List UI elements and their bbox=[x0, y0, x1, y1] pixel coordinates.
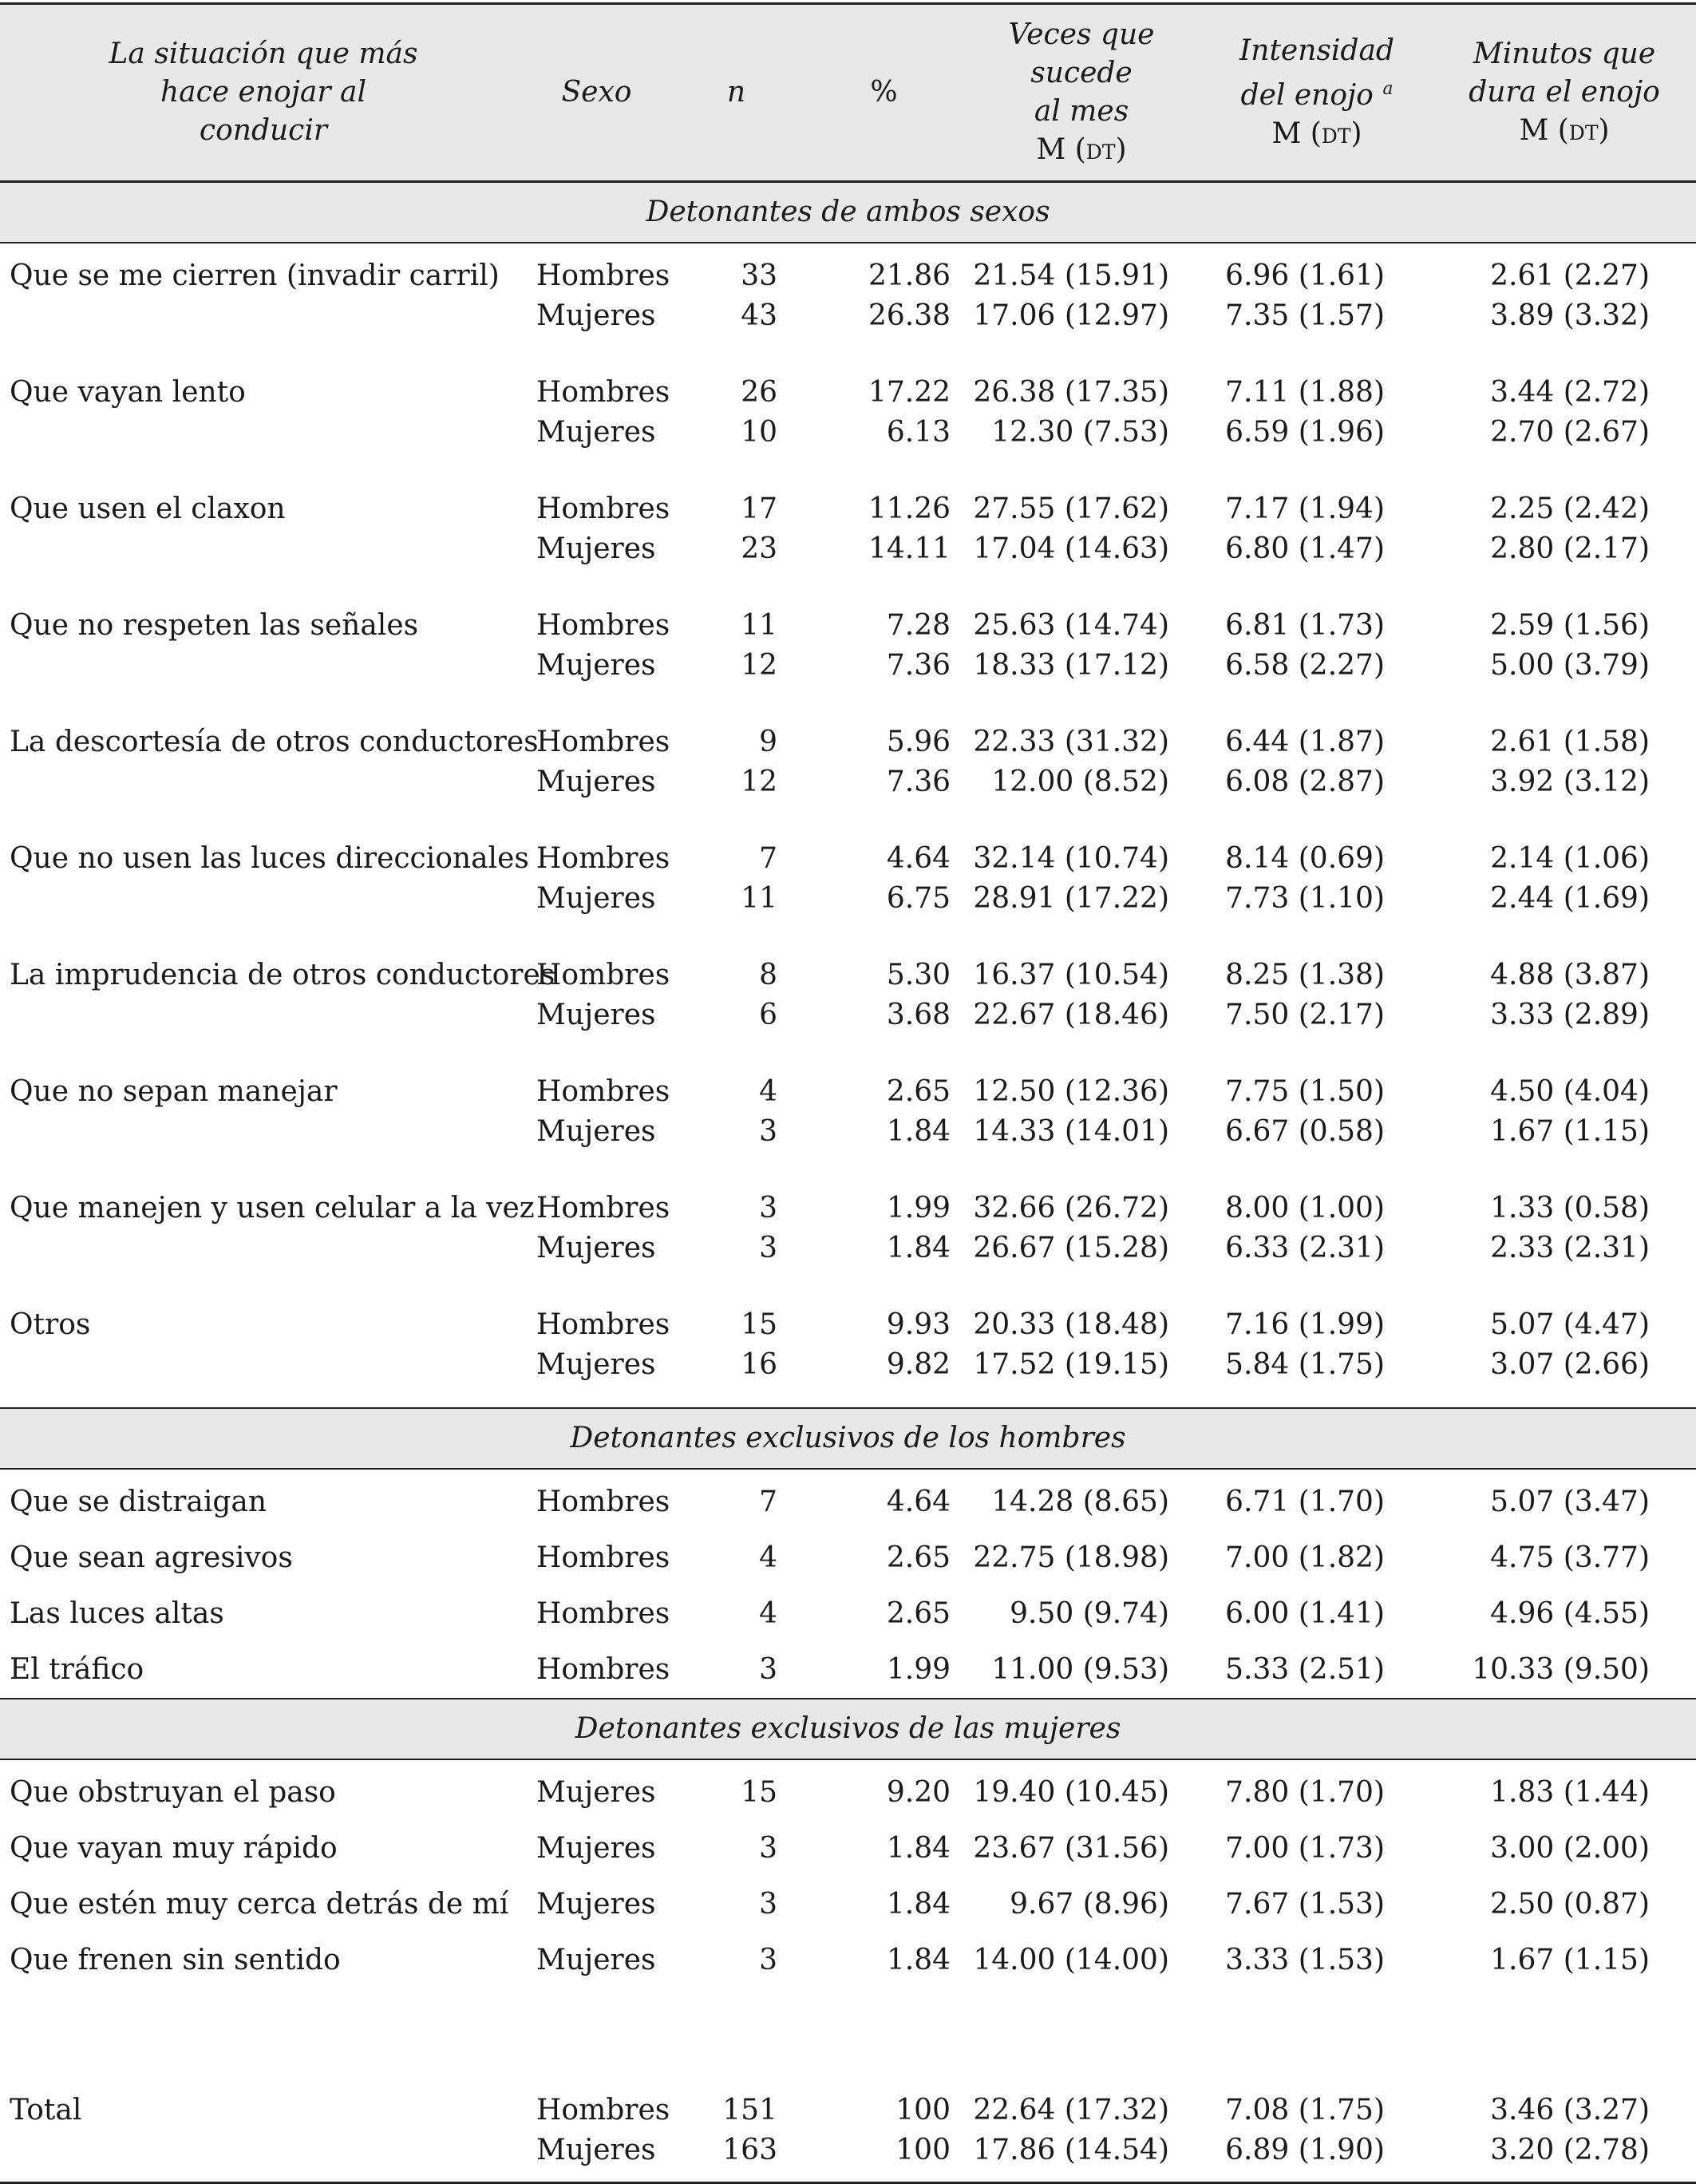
header-intensity-stat: M (dt) bbox=[1271, 117, 1362, 150]
cell-n: 4 bbox=[759, 1541, 777, 1574]
table-row bbox=[0, 358, 1696, 413]
cell-n: 3 bbox=[759, 1232, 777, 1264]
row-label: Que obstruyan el paso bbox=[10, 1776, 336, 1809]
header-times-stat: M (dt) bbox=[1036, 133, 1127, 166]
cell-n: 4 bbox=[759, 1075, 777, 1108]
cell-sex: Mujeres bbox=[536, 649, 656, 682]
cell-intensity: 8.25 (1.38) bbox=[1225, 959, 1385, 991]
cell-n: 3 bbox=[759, 1192, 777, 1225]
cell-times: 26.38 (17.35) bbox=[973, 376, 1169, 409]
cell-sex: Mujeres bbox=[536, 416, 656, 449]
row-label: Que estén muy cerca detrás de mí bbox=[10, 1888, 509, 1921]
table-row bbox=[0, 2076, 1696, 2131]
cell-n: 10 bbox=[741, 416, 777, 449]
table-row bbox=[0, 1759, 1696, 1821]
cell-n: 6 bbox=[759, 999, 777, 1031]
header-minutes-stat: M (dt) bbox=[1519, 114, 1610, 147]
cell-minutes: 3.89 (3.32) bbox=[1490, 299, 1650, 332]
header-minutes-line1: Minutos que bbox=[1473, 38, 1656, 70]
table-row bbox=[0, 1469, 1696, 1530]
cell-sex: Mujeres bbox=[536, 1776, 656, 1809]
table-row bbox=[0, 592, 1696, 646]
cell-n: 3 bbox=[759, 1944, 777, 1976]
row-label: Que no sepan manejar bbox=[10, 1075, 338, 1108]
row-label bbox=[0, 1345, 527, 1408]
row-label bbox=[0, 2131, 527, 2183]
cell-pct: 5.96 bbox=[886, 726, 951, 758]
cell-n: 3 bbox=[759, 1115, 777, 1148]
cell-intensity: 8.14 (0.69) bbox=[1225, 842, 1385, 875]
cell-minutes: 2.59 (1.56) bbox=[1490, 609, 1650, 642]
cell-pct: 3.68 bbox=[886, 999, 951, 1031]
header-intensity-footnote: a bbox=[1382, 79, 1394, 99]
cell-minutes: 3.07 (2.66) bbox=[1490, 1348, 1650, 1381]
cell-pct: 6.13 bbox=[886, 416, 951, 449]
row-label: Que frenen sin sentido bbox=[10, 1944, 341, 1976]
row-label: La descortesía de otros conductores bbox=[10, 726, 539, 758]
cell-minutes: 3.44 (2.72) bbox=[1490, 376, 1650, 409]
cell-times: 32.66 (26.72) bbox=[973, 1192, 1169, 1225]
cell-times: 17.86 (14.54) bbox=[962, 2131, 1201, 2183]
section-title: Detonantes exclusivos de los hombres bbox=[0, 1408, 1696, 1469]
row-label: Que usen el claxon bbox=[10, 493, 286, 525]
cell-n: 33 bbox=[741, 259, 777, 292]
row-label bbox=[0, 995, 527, 1058]
cell-pct: 5.30 bbox=[886, 959, 951, 991]
cell-intensity: 7.16 (1.99) bbox=[1225, 1308, 1385, 1341]
cell-pct: 9.93 bbox=[886, 1308, 951, 1341]
cell-n: 15 bbox=[741, 1776, 777, 1809]
cell-intensity: 6.89 (1.90) bbox=[1201, 2131, 1433, 2183]
header-times bbox=[962, 4, 1201, 182]
cell-pct: 7.36 bbox=[886, 649, 951, 682]
cell-sex: Hombres bbox=[536, 376, 670, 409]
row-label bbox=[0, 413, 527, 475]
cell-n: 11 bbox=[741, 609, 777, 642]
cell-n: 15 bbox=[741, 1308, 777, 1341]
cell-sex: Mujeres bbox=[536, 1348, 656, 1381]
cell-pct: 7.28 bbox=[886, 609, 951, 642]
cell-pct: 11.26 bbox=[868, 493, 951, 525]
section-header-row bbox=[0, 1699, 1696, 1759]
cell-minutes: 4.96 (4.55) bbox=[1490, 1597, 1650, 1630]
cell-intensity: 6.81 (1.73) bbox=[1225, 609, 1385, 642]
table-row bbox=[0, 2131, 1696, 2183]
cell-sex: Mujeres bbox=[536, 999, 656, 1031]
cell-minutes: 1.33 (0.58) bbox=[1490, 1192, 1650, 1225]
cell-times: 25.63 (14.74) bbox=[973, 609, 1169, 642]
cell-times: 27.55 (17.62) bbox=[973, 493, 1169, 525]
header-pct bbox=[806, 4, 962, 182]
cell-times: 22.75 (18.98) bbox=[973, 1541, 1169, 1574]
cell-pct: 9.82 bbox=[886, 1348, 951, 1381]
cell-minutes: 1.67 (1.15) bbox=[1490, 1944, 1650, 1976]
cell-sex: Mujeres bbox=[536, 1232, 656, 1264]
cell-minutes: 3.92 (3.12) bbox=[1490, 766, 1650, 798]
cell-n: 163 bbox=[666, 2131, 806, 2183]
header-times-line2: al mes bbox=[1034, 95, 1129, 128]
table-row bbox=[0, 1174, 1696, 1228]
cell-intensity: 7.75 (1.50) bbox=[1225, 1075, 1385, 1108]
table-row bbox=[0, 529, 1696, 592]
header-situation bbox=[0, 4, 527, 182]
table-row bbox=[0, 941, 1696, 995]
cell-times: 22.33 (31.32) bbox=[973, 726, 1169, 758]
cell-times: 17.06 (12.97) bbox=[973, 299, 1169, 332]
cell-intensity: 6.00 (1.41) bbox=[1225, 1597, 1385, 1630]
cell-n: 3 bbox=[759, 1888, 777, 1921]
cell-intensity: 6.67 (0.58) bbox=[1225, 1115, 1385, 1148]
row-label bbox=[0, 879, 527, 941]
cell-pct: 1.99 bbox=[886, 1192, 951, 1225]
cell-times: 22.64 (17.32) bbox=[973, 2094, 1169, 2127]
cell-minutes: 2.70 (2.67) bbox=[1490, 416, 1650, 449]
cell-n: 17 bbox=[741, 493, 777, 525]
cell-n: 11 bbox=[741, 882, 777, 915]
cell-sex: Hombres bbox=[536, 1597, 670, 1630]
cell-sex: Hombres bbox=[536, 493, 670, 525]
cell-times: 14.33 (14.01) bbox=[973, 1115, 1169, 1148]
cell-minutes: 1.67 (1.15) bbox=[1490, 1115, 1650, 1148]
cell-sex: Hombres bbox=[536, 842, 670, 875]
cell-times: 14.00 (14.00) bbox=[973, 1944, 1169, 1976]
cell-pct: 21.86 bbox=[868, 259, 951, 292]
row-label: Que se distraigan bbox=[10, 1486, 267, 1518]
table-row bbox=[0, 1112, 1696, 1174]
cell-minutes: 4.50 (4.04) bbox=[1490, 1075, 1650, 1108]
table-row bbox=[0, 1530, 1696, 1586]
cell-minutes: 5.07 (3.47) bbox=[1490, 1486, 1650, 1518]
cell-minutes: 2.61 (1.58) bbox=[1490, 726, 1650, 758]
cell-intensity: 7.35 (1.57) bbox=[1225, 299, 1385, 332]
cell-times: 26.67 (15.28) bbox=[973, 1232, 1169, 1264]
cell-intensity: 6.08 (2.87) bbox=[1225, 766, 1385, 798]
cell-pct: 1.99 bbox=[886, 1653, 951, 1686]
header-pct-text: % bbox=[870, 76, 898, 109]
header-n: n bbox=[666, 4, 806, 182]
cell-n: 7 bbox=[759, 842, 777, 875]
cell-times: 11.00 (9.53) bbox=[991, 1653, 1169, 1686]
cell-intensity: 7.67 (1.53) bbox=[1225, 1888, 1385, 1921]
cell-intensity: 6.44 (1.87) bbox=[1225, 726, 1385, 758]
cell-n: 3 bbox=[759, 1653, 777, 1686]
table-row bbox=[0, 762, 1696, 825]
header-minutes bbox=[1433, 4, 1696, 182]
cell-sex: Hombres bbox=[536, 959, 670, 991]
header-intensity-line2: del enojo bbox=[1240, 79, 1374, 112]
cell-pct: 2.65 bbox=[886, 1075, 951, 1108]
cell-sex: Mujeres bbox=[536, 532, 656, 565]
header-row bbox=[0, 4, 1696, 182]
cell-intensity: 8.00 (1.00) bbox=[1225, 1192, 1385, 1225]
row-label: La imprudencia de otros conductores bbox=[10, 959, 555, 991]
row-label: Las luces altas bbox=[10, 1597, 224, 1630]
table-row bbox=[0, 475, 1696, 529]
cell-minutes: 2.14 (1.06) bbox=[1490, 842, 1650, 875]
cell-pct: 1.84 bbox=[886, 1832, 951, 1865]
cell-minutes: 1.83 (1.44) bbox=[1490, 1776, 1650, 1809]
cell-intensity: 5.84 (1.75) bbox=[1225, 1348, 1385, 1381]
cell-pct: 4.64 bbox=[886, 842, 951, 875]
cell-intensity: 7.08 (1.75) bbox=[1225, 2094, 1385, 2127]
cell-minutes: 2.44 (1.69) bbox=[1490, 882, 1650, 915]
cell-times: 32.14 (10.74) bbox=[973, 842, 1169, 875]
cell-sex: Mujeres bbox=[536, 1832, 656, 1865]
spacer-row bbox=[0, 1988, 1696, 2076]
cell-pct: 1.84 bbox=[886, 1888, 951, 1921]
cell-times: 12.50 (12.36) bbox=[973, 1075, 1169, 1108]
cell-sex: Hombres bbox=[536, 1653, 670, 1686]
cell-pct: 14.11 bbox=[868, 532, 951, 565]
header-times-line1: Veces que sucede bbox=[1008, 18, 1155, 89]
header-minutes-line2: dura el enojo bbox=[1469, 76, 1660, 109]
cell-intensity: 7.11 (1.88) bbox=[1225, 376, 1385, 409]
cell-minutes: 3.46 (3.27) bbox=[1490, 2094, 1650, 2127]
cell-sex: Hombres bbox=[536, 1192, 670, 1225]
cell-intensity: 7.00 (1.73) bbox=[1225, 1832, 1385, 1865]
cell-intensity: 6.80 (1.47) bbox=[1225, 532, 1385, 565]
cell-intensity: 7.17 (1.94) bbox=[1225, 493, 1385, 525]
cell-times: 14.28 (8.65) bbox=[991, 1486, 1169, 1518]
cell-intensity: 6.71 (1.70) bbox=[1225, 1486, 1385, 1518]
cell-minutes: 4.88 (3.87) bbox=[1490, 959, 1650, 991]
row-label: Que no respeten las señales bbox=[10, 609, 419, 642]
cell-n: 16 bbox=[741, 1348, 777, 1381]
cell-times: 18.33 (17.12) bbox=[973, 649, 1169, 682]
cell-sex: Mujeres bbox=[536, 766, 656, 798]
row-label: Que manejen y usen celular a la vez bbox=[10, 1192, 535, 1225]
cell-times: 21.54 (15.91) bbox=[973, 259, 1169, 292]
cell-sex: Mujeres bbox=[527, 2131, 666, 2183]
row-label: Que vayan muy rápido bbox=[10, 1832, 338, 1865]
row-label: Que vayan lento bbox=[10, 376, 246, 409]
cell-n: 4 bbox=[759, 1597, 777, 1630]
cell-minutes: 4.75 (3.77) bbox=[1490, 1541, 1650, 1574]
spacer-cell bbox=[0, 1988, 1696, 2076]
cell-sex: Mujeres bbox=[536, 1115, 656, 1148]
cell-times: 22.67 (18.46) bbox=[973, 999, 1169, 1031]
cell-pct: 26.38 bbox=[868, 299, 951, 332]
cell-pct: 17.22 bbox=[868, 376, 951, 409]
cell-pct: 1.84 bbox=[886, 1232, 951, 1264]
cell-times: 17.52 (19.15) bbox=[973, 1348, 1169, 1381]
row-label bbox=[0, 296, 527, 358]
row-label: Total bbox=[10, 2094, 82, 2127]
table-body bbox=[0, 182, 1696, 2183]
section-header-row bbox=[0, 1408, 1696, 1469]
cell-minutes: 10.33 (9.50) bbox=[1472, 1653, 1650, 1686]
header-intensity-line2-wrap bbox=[1208, 70, 1426, 115]
header-intensity bbox=[1201, 4, 1433, 182]
anger-triggers-table bbox=[0, 2, 1696, 2184]
cell-minutes: 2.50 (0.87) bbox=[1490, 1888, 1650, 1921]
cell-n: 7 bbox=[759, 1486, 777, 1518]
section-title: Detonantes exclusivos de las mujeres bbox=[0, 1699, 1696, 1759]
cell-sex: Hombres bbox=[536, 609, 670, 642]
table-row bbox=[0, 296, 1696, 358]
cell-minutes: 3.00 (2.00) bbox=[1490, 1832, 1650, 1865]
table-row bbox=[0, 1058, 1696, 1112]
cell-minutes: 5.07 (4.47) bbox=[1490, 1308, 1650, 1341]
cell-intensity: 6.58 (2.27) bbox=[1225, 649, 1385, 682]
row-label: Que sean agresivos bbox=[10, 1541, 293, 1574]
cell-n: 3 bbox=[759, 1832, 777, 1865]
table-row bbox=[0, 1586, 1696, 1642]
row-label bbox=[0, 1112, 527, 1174]
row-label bbox=[0, 529, 527, 592]
cell-pct: 7.36 bbox=[886, 766, 951, 798]
header-intensity-line1: Intensidad bbox=[1239, 34, 1394, 67]
cell-times: 20.33 (18.48) bbox=[973, 1308, 1169, 1341]
cell-minutes: 2.33 (2.31) bbox=[1490, 1232, 1650, 1264]
section-title: Detonantes de ambos sexos bbox=[0, 182, 1696, 243]
table-row bbox=[0, 995, 1696, 1058]
cell-times: 23.67 (31.56) bbox=[973, 1832, 1169, 1865]
cell-times: 12.30 (7.53) bbox=[991, 416, 1169, 449]
cell-intensity: 6.59 (1.96) bbox=[1225, 416, 1385, 449]
row-label: El tráfico bbox=[10, 1653, 144, 1686]
cell-pct: 100 bbox=[895, 2094, 951, 2127]
table-row bbox=[0, 879, 1696, 941]
cell-intensity: 3.33 (1.53) bbox=[1225, 1944, 1385, 1976]
cell-pct: 4.64 bbox=[886, 1486, 951, 1518]
cell-intensity: 6.96 (1.61) bbox=[1225, 259, 1385, 292]
cell-intensity: 5.33 (2.51) bbox=[1225, 1653, 1385, 1686]
cell-sex: Hombres bbox=[536, 2094, 670, 2127]
cell-sex: Hombres bbox=[536, 1075, 670, 1108]
cell-pct: 2.65 bbox=[886, 1597, 951, 1630]
table-row bbox=[0, 1291, 1696, 1345]
cell-minutes: 5.00 (3.79) bbox=[1490, 649, 1650, 682]
table-row bbox=[0, 1642, 1696, 1699]
cell-sex: Hombres bbox=[536, 1308, 670, 1341]
cell-minutes: 2.61 (2.27) bbox=[1490, 259, 1650, 292]
cell-n: 12 bbox=[741, 766, 777, 798]
cell-n: 43 bbox=[741, 299, 777, 332]
cell-pct: 6.75 bbox=[886, 882, 951, 915]
cell-n: 26 bbox=[741, 376, 777, 409]
row-label bbox=[0, 762, 527, 825]
cell-times: 19.40 (10.45) bbox=[973, 1776, 1169, 1809]
table-row bbox=[0, 1821, 1696, 1877]
cell-pct: 9.20 bbox=[886, 1776, 951, 1809]
cell-times: 28.91 (17.22) bbox=[973, 882, 1169, 915]
table-row bbox=[0, 243, 1696, 296]
cell-minutes: 3.33 (2.89) bbox=[1490, 999, 1650, 1031]
cell-minutes: 2.80 (2.17) bbox=[1490, 532, 1650, 565]
cell-n: 9 bbox=[759, 726, 777, 758]
header-situation-text: La situación que más hace enojar al conducir bbox=[109, 38, 418, 147]
cell-times: 12.00 (8.52) bbox=[991, 766, 1169, 798]
cell-sex: Mujeres bbox=[536, 1888, 656, 1921]
table-row bbox=[0, 1877, 1696, 1933]
cell-times: 16.37 (10.54) bbox=[973, 959, 1169, 991]
cell-sex: Hombres bbox=[536, 1486, 670, 1518]
table-row bbox=[0, 708, 1696, 762]
header-sex: Sexo bbox=[527, 4, 666, 182]
cell-n: 23 bbox=[741, 532, 777, 565]
cell-n: 12 bbox=[741, 649, 777, 682]
cell-minutes: 2.25 (2.42) bbox=[1490, 493, 1650, 525]
row-label: Otros bbox=[10, 1308, 91, 1341]
cell-intensity: 6.33 (2.31) bbox=[1225, 1232, 1385, 1264]
row-label: Que no usen las luces direccionales bbox=[10, 842, 529, 875]
table-row bbox=[0, 1228, 1696, 1291]
row-label bbox=[0, 646, 527, 708]
row-label bbox=[0, 1228, 527, 1291]
cell-n: 8 bbox=[759, 959, 777, 991]
table-header bbox=[0, 4, 1696, 182]
cell-intensity: 7.73 (1.10) bbox=[1225, 882, 1385, 915]
cell-sex: Mujeres bbox=[536, 1944, 656, 1976]
cell-sex: Hombres bbox=[536, 726, 670, 758]
cell-intensity: 7.50 (2.17) bbox=[1225, 999, 1385, 1031]
table-row bbox=[0, 646, 1696, 708]
cell-pct: 1.84 bbox=[886, 1115, 951, 1148]
cell-times: 9.50 (9.74) bbox=[1010, 1597, 1169, 1630]
cell-sex: Mujeres bbox=[536, 882, 656, 915]
cell-pct: 100 bbox=[806, 2131, 962, 2183]
cell-sex: Mujeres bbox=[536, 299, 656, 332]
table-row bbox=[0, 1345, 1696, 1408]
table-row bbox=[0, 1933, 1696, 1988]
cell-minutes: 3.20 (2.78) bbox=[1433, 2131, 1696, 2183]
cell-intensity: 7.80 (1.70) bbox=[1225, 1776, 1385, 1809]
cell-sex: Hombres bbox=[536, 259, 670, 292]
cell-sex: Hombres bbox=[536, 1541, 670, 1574]
section-header-row bbox=[0, 182, 1696, 243]
table-row bbox=[0, 825, 1696, 879]
row-label: Que se me cierren (invadir carril) bbox=[10, 259, 500, 292]
cell-pct: 1.84 bbox=[886, 1944, 951, 1976]
table-row bbox=[0, 413, 1696, 475]
cell-pct: 2.65 bbox=[886, 1541, 951, 1574]
cell-intensity: 7.00 (1.82) bbox=[1225, 1541, 1385, 1574]
cell-n: 151 bbox=[722, 2094, 777, 2127]
cell-times: 9.67 (8.96) bbox=[1010, 1888, 1169, 1921]
cell-times: 17.04 (14.63) bbox=[973, 532, 1169, 565]
